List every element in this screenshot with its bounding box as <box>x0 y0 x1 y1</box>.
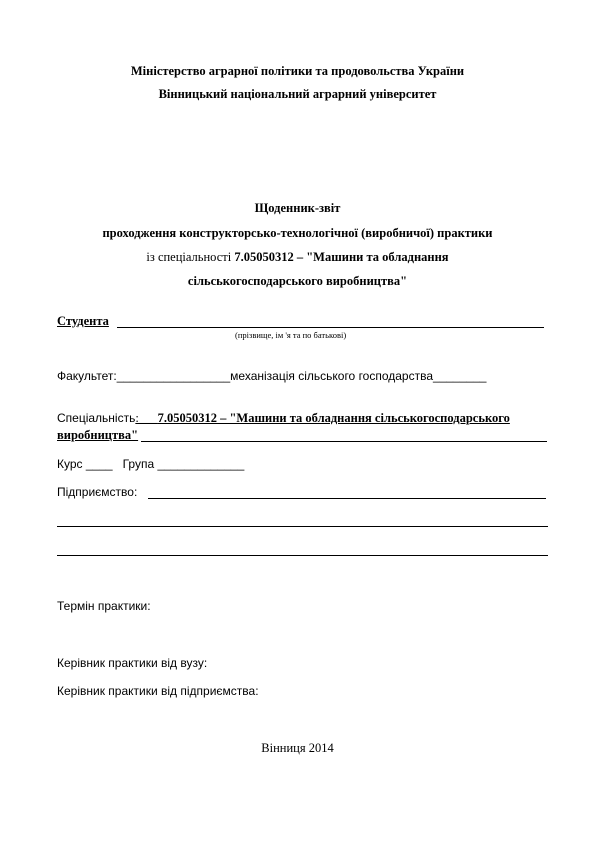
speciality-line[interactable] <box>141 441 547 442</box>
faculty-row <box>57 369 486 383</box>
faculty-blank-before[interactable]: _________________ <box>116 369 231 383</box>
speciality-title-line <box>0 250 595 265</box>
group-label: Група <box>122 457 155 471</box>
student-name-hint: (прізвище, ім 'я та по батькові) <box>235 330 347 340</box>
speciality-value: 7.05050312 – "Машини та обладнання сільськогосподарського <box>157 411 510 425</box>
student-label: Студента <box>57 314 109 328</box>
university-supervisor-label: Керівник практики від вузу: <box>57 656 208 670</box>
enterprise-line[interactable] <box>148 498 546 499</box>
city-year: Вінниця 2014 <box>261 741 334 755</box>
course-blank[interactable]: ____ <box>85 457 113 471</box>
course-label: Курс <box>57 457 83 471</box>
speciality-blank[interactable]: :___ <box>135 411 158 425</box>
enterprise-row <box>57 485 137 499</box>
speciality-label: Спеціальність <box>57 411 136 425</box>
enterprise-label: Підприємство: <box>57 485 138 499</box>
group-blank[interactable]: _____________ <box>157 457 245 471</box>
practice-term-label: Термін практики: <box>57 599 151 613</box>
speciality-title-prefix: із спеціальності <box>146 250 235 264</box>
student-name-line[interactable] <box>117 327 544 328</box>
document-title: Щоденник-звіт <box>254 201 341 215</box>
faculty-value: механізація сільського господарства <box>230 369 434 383</box>
enterprise-extra-line-1[interactable] <box>57 526 548 527</box>
enterprise-supervisor-label: Керівник практики від підприємства: <box>57 684 259 698</box>
speciality-title-code: 7.05050312 – "Машини та обладнання <box>234 250 449 264</box>
enterprise-extra-line-2[interactable] <box>57 555 548 556</box>
faculty-label: Факультет: <box>57 369 117 383</box>
speciality-title-continuation: сільськогосподарського виробництва" <box>187 274 408 288</box>
document-subtitle: проходження конструкторсько-технологічної (виробничої) практики <box>102 226 493 240</box>
university-heading: Вінницький національний аграрний університет <box>158 87 437 101</box>
faculty-blank-after[interactable]: ________ <box>433 369 487 383</box>
ministry-heading: Міністерство аграрної політики та продовольства України <box>130 64 465 78</box>
speciality-row <box>57 411 510 426</box>
course-group-row <box>57 457 244 471</box>
speciality-value-continuation: виробництва" <box>57 428 139 442</box>
